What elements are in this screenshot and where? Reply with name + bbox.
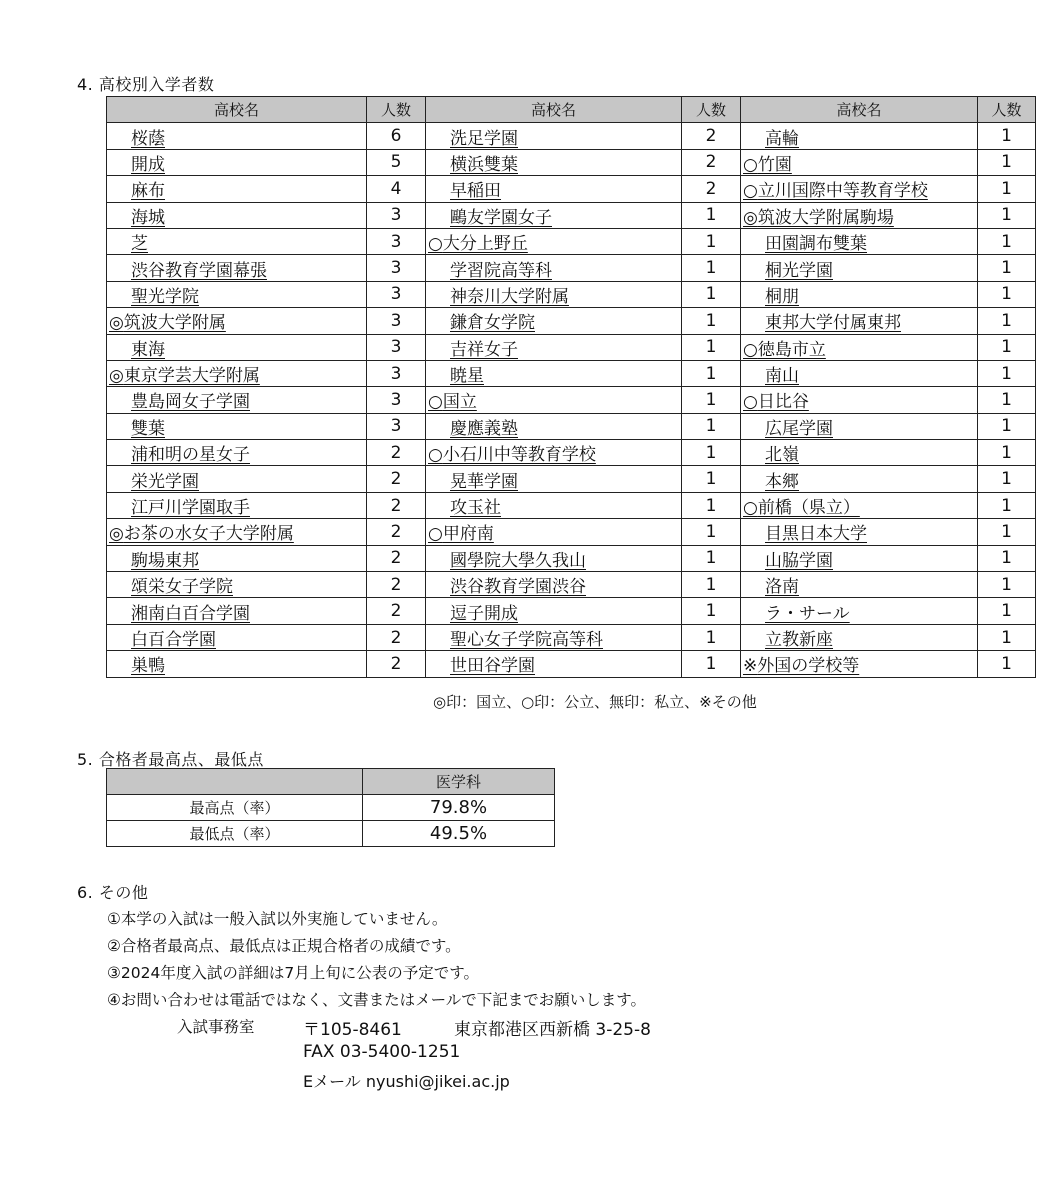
school-name: 東邦大学付属東邦 — [765, 313, 901, 334]
contact-email[interactable]: Eメール nyushi@jikei.ac.jp — [303, 1072, 510, 1091]
admission-count: 2 — [367, 440, 426, 466]
admission-count: 1 — [978, 176, 1036, 202]
admission-count: 2 — [682, 123, 741, 149]
admission-count: 1 — [978, 624, 1036, 650]
admission-count: 1 — [682, 308, 741, 334]
school-name-cell — [741, 149, 978, 175]
admission-count: 1 — [978, 572, 1036, 598]
school-name: 立川国際中等教育学校 — [757, 181, 928, 202]
school-name: 国立 — [442, 392, 477, 413]
school-name: 芝 — [131, 234, 148, 255]
table-row — [107, 519, 1036, 545]
admission-count: 5 — [367, 149, 426, 175]
school-name-cell — [107, 492, 367, 518]
school-name: 聖心女子学院高等科 — [450, 630, 603, 650]
admission-count: 3 — [367, 387, 426, 413]
school-name: 開成 — [131, 154, 165, 175]
section-6-title: 6. その他 — [77, 883, 149, 902]
table-row — [107, 360, 1036, 386]
note-item: ②合格者最高点、最低点は正規合格者の成績です。 — [107, 937, 461, 955]
school-name: 駒場東邦 — [131, 550, 199, 571]
school-mark: ◎ — [109, 366, 124, 387]
admission-count: 1 — [978, 651, 1036, 677]
school-name-cell — [426, 466, 682, 492]
school-name-cell — [741, 228, 978, 254]
school-name-cell — [107, 176, 367, 202]
school-name-cell — [426, 492, 682, 518]
school-name: 前橋（県立） — [757, 498, 860, 519]
school-name: 麻布 — [131, 181, 165, 202]
mark-legend: ◎印：国立、○印：公立、無印：私立、※その他 — [433, 693, 757, 711]
table-row — [107, 413, 1036, 439]
school-name-cell — [107, 466, 367, 492]
school-name: 浦和明の星女子 — [131, 445, 250, 466]
admission-count: 2 — [367, 492, 426, 518]
school-name-cell — [741, 281, 978, 307]
school-name-cell — [107, 308, 367, 334]
school-name: 豊島岡女子学園 — [131, 392, 250, 413]
school-name-cell — [741, 202, 978, 228]
admission-count: 2 — [367, 572, 426, 598]
score-value: 79.8% — [363, 795, 555, 821]
school-name-cell — [107, 255, 367, 281]
admission-count: 3 — [367, 228, 426, 254]
admission-count: 1 — [682, 572, 741, 598]
school-name: 桐光学園 — [765, 260, 833, 281]
school-mark: ○ — [428, 445, 443, 466]
admission-count: 1 — [978, 308, 1036, 334]
school-name-cell — [107, 572, 367, 598]
school-name-cell — [741, 387, 978, 413]
school-mark: ○ — [743, 181, 758, 202]
table-row — [107, 255, 1036, 281]
school-name-cell — [426, 255, 682, 281]
school-name-cell — [426, 572, 682, 598]
school-name-cell — [107, 545, 367, 571]
admission-count: 1 — [978, 228, 1036, 254]
school-name-cell — [426, 360, 682, 386]
school-name: 桜蔭 — [131, 128, 165, 149]
school-name-cell — [426, 387, 682, 413]
school-mark: ○ — [428, 234, 443, 255]
school-name: 白百合学園 — [131, 630, 216, 650]
admission-count: 4 — [367, 176, 426, 202]
school-name-cell — [107, 281, 367, 307]
admission-count: 1 — [978, 545, 1036, 571]
school-name: 渋谷教育学園幕張 — [131, 260, 267, 281]
school-name: 北嶺 — [765, 445, 799, 466]
admission-count: 2 — [367, 651, 426, 677]
school-name-cell — [741, 440, 978, 466]
table-row — [107, 334, 1036, 360]
school-name-cell — [426, 308, 682, 334]
admission-count: 1 — [682, 651, 741, 677]
school-name: 栄光学園 — [131, 471, 199, 492]
school-name-cell — [426, 202, 682, 228]
school-name-cell — [741, 413, 978, 439]
school-name-cell — [426, 598, 682, 624]
school-name-cell — [426, 123, 682, 149]
school-name-cell — [426, 413, 682, 439]
school-name: 雙葉 — [131, 418, 165, 439]
school-name: 外国の学校等 — [757, 656, 860, 677]
admission-count: 2 — [367, 466, 426, 492]
admission-count: 2 — [367, 519, 426, 545]
admission-count: 1 — [682, 413, 741, 439]
school-name-cell — [426, 624, 682, 650]
admission-count: 1 — [978, 466, 1036, 492]
school-name-cell — [107, 334, 367, 360]
admission-count: 1 — [682, 281, 741, 307]
admission-count: 1 — [682, 387, 741, 413]
admission-count: 1 — [978, 360, 1036, 386]
school-name: 東海 — [131, 339, 165, 360]
school-name: 逗子開成 — [450, 603, 518, 624]
school-name: ラ・サール — [765, 603, 850, 624]
school-name: 聖光学院 — [131, 286, 199, 307]
school-admissions-table — [106, 96, 1036, 678]
school-name-cell — [426, 651, 682, 677]
school-name: 南山 — [765, 366, 799, 387]
school-name: 筑波大学附属駒場 — [757, 207, 894, 228]
school-name: 江戸川学園取手 — [131, 498, 250, 519]
admission-count: 1 — [682, 598, 741, 624]
school-name: 暁星 — [450, 366, 484, 387]
school-name-cell — [741, 598, 978, 624]
admission-count: 1 — [682, 466, 741, 492]
score-header-blank — [107, 769, 363, 795]
school-mark: ○ — [743, 498, 758, 519]
school-name-cell — [741, 308, 978, 334]
school-name: 学習院高等科 — [450, 260, 552, 281]
school-name-cell — [741, 624, 978, 650]
school-name-cell — [426, 228, 682, 254]
school-name-cell — [426, 545, 682, 571]
school-name: 高輪 — [765, 128, 799, 149]
admission-count: 3 — [367, 308, 426, 334]
admission-count: 1 — [978, 123, 1036, 149]
school-name-cell — [107, 598, 367, 624]
contact-office: 入試事務室 — [177, 1018, 255, 1036]
school-name: 大分上野丘 — [442, 234, 528, 255]
admission-count: 1 — [978, 413, 1036, 439]
admission-count: 1 — [978, 334, 1036, 360]
school-name-cell — [741, 492, 978, 518]
school-name-cell — [741, 360, 978, 386]
school-mark: ○ — [428, 392, 443, 413]
admission-count: 1 — [978, 281, 1036, 307]
admission-count: 1 — [978, 598, 1036, 624]
school-mark: ◎ — [109, 313, 124, 334]
school-mark: ○ — [428, 524, 443, 545]
note-item: ③2024年度入試の詳細は7月上旬に公表の予定です。 — [107, 964, 479, 982]
school-name: 東京学芸大学附属 — [123, 366, 260, 387]
table-row — [107, 202, 1036, 228]
school-name-cell — [426, 176, 682, 202]
school-name-cell — [741, 572, 978, 598]
school-name-cell — [107, 360, 367, 386]
school-name-cell — [107, 651, 367, 677]
table-row — [107, 440, 1036, 466]
admission-count: 2 — [367, 598, 426, 624]
score-row-max — [107, 795, 555, 821]
admission-count: 1 — [978, 519, 1036, 545]
section-5-title: 5. 合格者最高点、最低点 — [77, 750, 264, 769]
school-name: 晃華学園 — [450, 471, 518, 492]
school-name-cell — [107, 228, 367, 254]
admission-count: 3 — [367, 202, 426, 228]
school-name-cell — [107, 202, 367, 228]
table-row — [107, 308, 1036, 334]
school-name: 國學院大學久我山 — [450, 550, 586, 571]
admission-count: 1 — [978, 492, 1036, 518]
table-row — [107, 545, 1036, 571]
school-name: 徳島市立 — [757, 339, 826, 360]
contact-address: 東京都港区西新橋 3-25-8 — [454, 1020, 651, 1040]
school-name-cell — [741, 651, 978, 677]
note-item: ④お問い合わせは電話ではなく、文書またはメールで下記までお願いします。 — [107, 991, 647, 1009]
school-name: 慶應義塾 — [450, 418, 518, 439]
admission-count: 3 — [367, 334, 426, 360]
admission-count: 1 — [978, 387, 1036, 413]
school-name-cell — [107, 149, 367, 175]
school-mark: ○ — [743, 339, 758, 360]
section-4-title: 4. 高校別入学者数 — [77, 75, 215, 94]
score-header-department: 医学科 — [363, 769, 555, 795]
school-name: 立教新座 — [765, 630, 833, 650]
table-row — [107, 572, 1036, 598]
score-value: 49.5% — [363, 821, 555, 847]
school-name: 早稲田 — [450, 181, 501, 202]
table-row — [107, 176, 1036, 202]
school-name: 鷗友学園女子 — [450, 207, 552, 228]
table-header-row — [107, 97, 1036, 123]
table-row — [107, 466, 1036, 492]
admission-count: 1 — [682, 360, 741, 386]
school-name-cell — [741, 123, 978, 149]
score-row-min — [107, 821, 555, 847]
admission-count: 1 — [682, 519, 741, 545]
school-name-cell — [107, 123, 367, 149]
admission-count: 2 — [682, 149, 741, 175]
school-name: 渋谷教育学園渋谷 — [450, 577, 586, 598]
admission-count: 1 — [682, 255, 741, 281]
header-school-name-2: 高校名 — [426, 97, 682, 123]
school-name: 洗足学園 — [450, 128, 518, 149]
table-row — [107, 149, 1036, 175]
school-name: 山脇学園 — [765, 550, 833, 571]
school-mark: ○ — [743, 392, 758, 413]
table-row — [107, 281, 1036, 307]
score-label: 最低点（率） — [107, 821, 363, 847]
contact-postal-code: 〒105-8461 — [303, 1020, 402, 1040]
school-name-cell — [741, 334, 978, 360]
school-name: 桐朋 — [765, 286, 799, 307]
admission-count: 1 — [682, 545, 741, 571]
school-name-cell — [426, 519, 682, 545]
school-name: 鎌倉女学院 — [450, 313, 535, 334]
admission-count: 1 — [978, 202, 1036, 228]
school-name-cell — [426, 334, 682, 360]
admission-count: 2 — [682, 176, 741, 202]
admission-count: 1 — [978, 255, 1036, 281]
header-school-name-3: 高校名 — [741, 97, 978, 123]
admission-count: 1 — [682, 624, 741, 650]
school-name: 日比谷 — [757, 392, 809, 413]
school-name: 頌栄女子学院 — [131, 577, 233, 598]
admission-count: 2 — [367, 545, 426, 571]
table-row — [107, 598, 1036, 624]
table-row — [107, 624, 1036, 650]
note-item: ①本学の入試は一般入試以外実施していません。 — [107, 910, 448, 928]
school-table-body — [107, 123, 1036, 677]
admission-count: 1 — [682, 492, 741, 518]
school-mark: ○ — [743, 154, 758, 175]
admission-count: 1 — [682, 228, 741, 254]
school-name: 広尾学園 — [765, 418, 833, 439]
contact-fax: FAX 03-5400-1251 — [303, 1042, 461, 1062]
score-label: 最高点（率） — [107, 795, 363, 821]
school-name-cell — [426, 149, 682, 175]
admission-count: 1 — [978, 149, 1036, 175]
admission-count: 3 — [367, 413, 426, 439]
score-table — [106, 768, 555, 847]
school-name-cell — [107, 624, 367, 650]
school-name: 神奈川大学附属 — [450, 286, 569, 307]
school-name-cell — [426, 281, 682, 307]
school-name: 竹園 — [757, 154, 792, 175]
table-row — [107, 492, 1036, 518]
header-count-3: 人数 — [978, 97, 1036, 123]
school-mark: ※ — [743, 656, 758, 677]
school-name: 田園調布雙葉 — [765, 234, 867, 255]
score-header-row — [107, 769, 555, 795]
admission-count: 1 — [978, 440, 1036, 466]
admission-count: 3 — [367, 281, 426, 307]
table-row — [107, 651, 1036, 677]
header-count-2: 人数 — [682, 97, 741, 123]
school-name: お茶の水女子大学附属 — [123, 524, 294, 545]
school-name: 本郷 — [765, 471, 799, 492]
school-name: 洛南 — [765, 577, 799, 598]
school-name: 海城 — [131, 207, 165, 228]
school-name: 攻玉社 — [450, 498, 501, 519]
school-name: 目黒日本大学 — [765, 524, 867, 545]
school-name-cell — [741, 545, 978, 571]
school-name-cell — [741, 255, 978, 281]
header-count-1: 人数 — [367, 97, 426, 123]
admission-count: 6 — [367, 123, 426, 149]
school-name: 吉祥女子 — [450, 339, 518, 360]
school-name-cell — [741, 466, 978, 492]
school-mark: ◎ — [743, 207, 758, 228]
school-mark: ◎ — [109, 524, 124, 545]
table-row — [107, 387, 1036, 413]
school-name-cell — [107, 413, 367, 439]
table-row — [107, 123, 1036, 149]
admission-count: 2 — [367, 624, 426, 650]
school-name-cell — [107, 519, 367, 545]
header-school-name-1: 高校名 — [107, 97, 367, 123]
school-name-cell — [741, 176, 978, 202]
school-name: 甲府南 — [442, 524, 494, 545]
table-row — [107, 228, 1036, 254]
school-name: 湘南白百合学園 — [131, 603, 250, 624]
admission-count: 3 — [367, 255, 426, 281]
admission-count: 3 — [367, 360, 426, 386]
school-name: 小石川中等教育学校 — [442, 445, 596, 466]
school-name: 巣鴨 — [131, 656, 165, 677]
admission-count: 1 — [682, 440, 741, 466]
admission-count: 1 — [682, 202, 741, 228]
school-name: 世田谷学園 — [450, 656, 535, 677]
school-name-cell — [107, 440, 367, 466]
school-name: 筑波大学附属 — [123, 313, 226, 334]
school-name-cell — [741, 519, 978, 545]
school-name: 横浜雙葉 — [450, 154, 518, 175]
school-name-cell — [107, 387, 367, 413]
school-name-cell — [426, 440, 682, 466]
admission-count: 1 — [682, 334, 741, 360]
